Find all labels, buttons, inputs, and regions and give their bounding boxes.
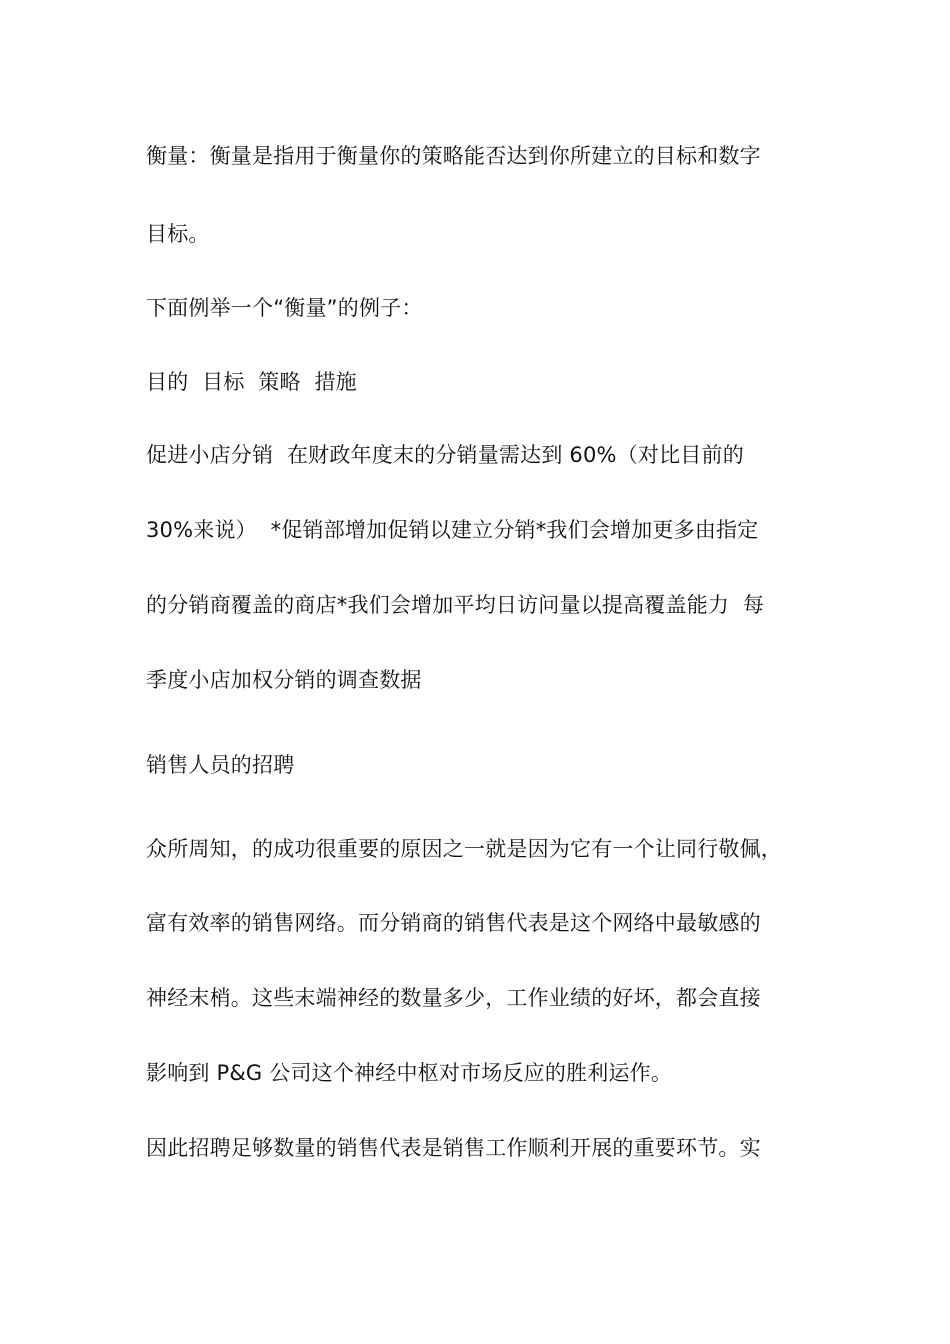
recruitment-paragraph-line-5: 因此招聘足够数量的销售代表是销售工作顺利开展的重要环节。实 xyxy=(146,1136,761,1160)
paragraph-measure-definition-line-2: 目标。 xyxy=(146,222,210,246)
example-body-line-1: 促进小店分销 在财政年度末的分销量需达到 60%（对比目前的 xyxy=(146,443,744,467)
example-header-line: 目的 目标 策略 措施 xyxy=(146,370,357,394)
recruitment-paragraph-line-3: 神经末梢。这些末端神经的数量多少，工作业绩的好坏，都会直接 xyxy=(146,986,761,1010)
recruitment-paragraph-line-1: 众所周知，的成功很重要的原因之一就是因为它有一个让同行敬佩， xyxy=(146,837,782,861)
example-body-line-2: 30%来说） *促销部增加促销以建立分销*我们会增加更多由指定 xyxy=(146,518,759,542)
recruitment-paragraph-line-2: 富有效率的销售网络。而分销商的销售代表是这个网络中最敏感的 xyxy=(146,911,761,935)
example-body-line-4: 季度小店加权分销的调查数据 xyxy=(146,668,422,692)
example-body-line-3: 的分销商覆盖的商店*我们会增加平均日访问量以提高覆盖能力 每 xyxy=(146,593,765,617)
section-heading-recruitment: 销售人员的招聘 xyxy=(146,753,295,777)
recruitment-paragraph-line-4: 影响到 P&G 公司这个神经中枢对市场反应的胜利运作。 xyxy=(146,1061,673,1085)
example-intro-line: 下面例举一个“衡量”的例子： xyxy=(146,296,423,320)
paragraph-measure-definition-line-1: 衡量：衡量是指用于衡量你的策略能否达到你所建立的目标和数字 xyxy=(146,144,761,168)
